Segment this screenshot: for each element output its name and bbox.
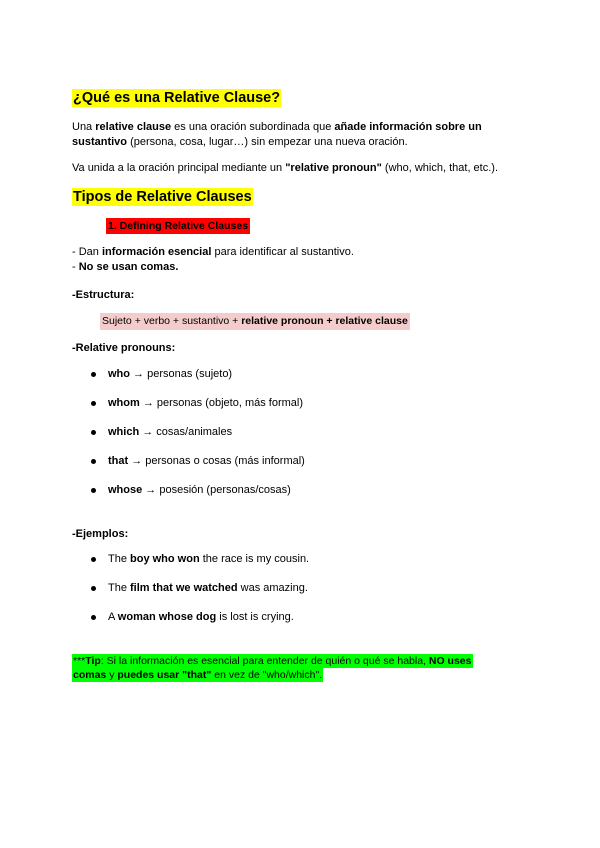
text: Sujeto + verbo + sustantivo + xyxy=(102,315,242,327)
bold-text: comas xyxy=(73,669,107,681)
intro-paragraph-2 xyxy=(72,161,498,176)
text: - xyxy=(72,261,79,273)
bold-text: NO uses xyxy=(428,655,472,667)
bold-text: -Ejemplos: xyxy=(72,528,129,540)
intro-paragraph-line2 xyxy=(72,135,408,150)
text: → personas (objeto, más formal) xyxy=(139,397,304,409)
bold-text: relative pronoun + relative clause xyxy=(241,315,408,327)
text: → cosas/animales xyxy=(139,426,233,438)
fact-line-2 xyxy=(72,260,178,275)
text: *** xyxy=(73,655,86,667)
bold-text: relative clause xyxy=(95,121,172,133)
bold-text: that xyxy=(108,455,129,467)
example-item xyxy=(108,581,308,596)
text: the race is my cousin. xyxy=(199,553,310,565)
structure-label xyxy=(72,288,134,303)
text: - Dan xyxy=(72,246,102,258)
bold-text: añade información sobre un xyxy=(334,121,482,133)
bold-text: whose xyxy=(108,484,143,496)
text: A xyxy=(108,611,118,623)
text: Una xyxy=(72,121,96,133)
bold-text: Tip xyxy=(85,655,101,667)
bold-text: which xyxy=(108,426,140,438)
bold-text: film that we watched xyxy=(130,582,238,594)
bullet-icon xyxy=(91,372,96,377)
bold-text: -Estructura: xyxy=(72,289,135,301)
text: para identificar al sustantivo. xyxy=(211,246,354,258)
bullet-icon xyxy=(91,557,96,562)
bullet-icon xyxy=(91,488,96,493)
tip-line-2 xyxy=(72,668,323,682)
text: → personas o cosas (más informal) xyxy=(128,455,305,467)
structure-formula xyxy=(100,313,410,330)
pronoun-item xyxy=(108,396,303,411)
text: (who, which, that, etc.). xyxy=(381,162,498,174)
example-item xyxy=(108,610,294,625)
text: is lost is crying. xyxy=(216,611,294,623)
bold-text: sustantivo xyxy=(72,136,128,148)
tip-line-1 xyxy=(72,654,473,668)
bold-text: whom xyxy=(108,397,140,409)
pronoun-item xyxy=(108,454,305,469)
example-item xyxy=(108,552,309,567)
page-title: ¿Qué es una Relative Clause? xyxy=(73,90,281,106)
text: → personas (sujeto) xyxy=(130,368,233,380)
intro-paragraph-line1 xyxy=(72,120,482,135)
bold-text: boy who won xyxy=(130,553,200,565)
bold-text: No se usan comas. xyxy=(78,261,179,273)
bold-text: who xyxy=(108,368,130,380)
text: The xyxy=(108,553,131,565)
bold-text: información esencial xyxy=(101,246,212,258)
bullet-icon xyxy=(91,430,96,435)
subsection-label: 1. Defining Relative Clauses xyxy=(108,220,249,232)
text: y xyxy=(106,669,118,681)
text: es una oración subordinada que xyxy=(171,121,335,133)
pronouns-label xyxy=(72,341,175,356)
bullet-icon xyxy=(91,459,96,464)
bold-text: puedes usar "that" xyxy=(117,669,212,681)
bullet-icon xyxy=(91,615,96,620)
bold-text: "relative pronoun" xyxy=(285,162,382,174)
pronoun-item xyxy=(108,367,232,382)
fact-line-1 xyxy=(72,245,354,260)
section-title: Tipos de Relative Clauses xyxy=(73,189,252,205)
text: → posesión (personas/cosas) xyxy=(142,484,291,496)
pronoun-item xyxy=(108,483,291,498)
text: en vez de "who/which". xyxy=(211,669,323,681)
text: The xyxy=(108,582,131,594)
text: was amazing. xyxy=(237,582,308,594)
bold-text: woman whose dog xyxy=(117,611,217,623)
bullet-icon xyxy=(91,586,96,591)
examples-label xyxy=(72,527,128,542)
text: (persona, cosa, lugar…) sin empezar una nueva oración. xyxy=(127,136,408,148)
bold-text: -Relative pronouns: xyxy=(72,342,176,354)
text: Va unida a la oración principal mediante un xyxy=(72,162,286,174)
pronoun-item xyxy=(108,425,232,440)
text: : Si la información es esencial para entender de quién o qué se habla, xyxy=(100,655,429,667)
bullet-icon xyxy=(91,401,96,406)
